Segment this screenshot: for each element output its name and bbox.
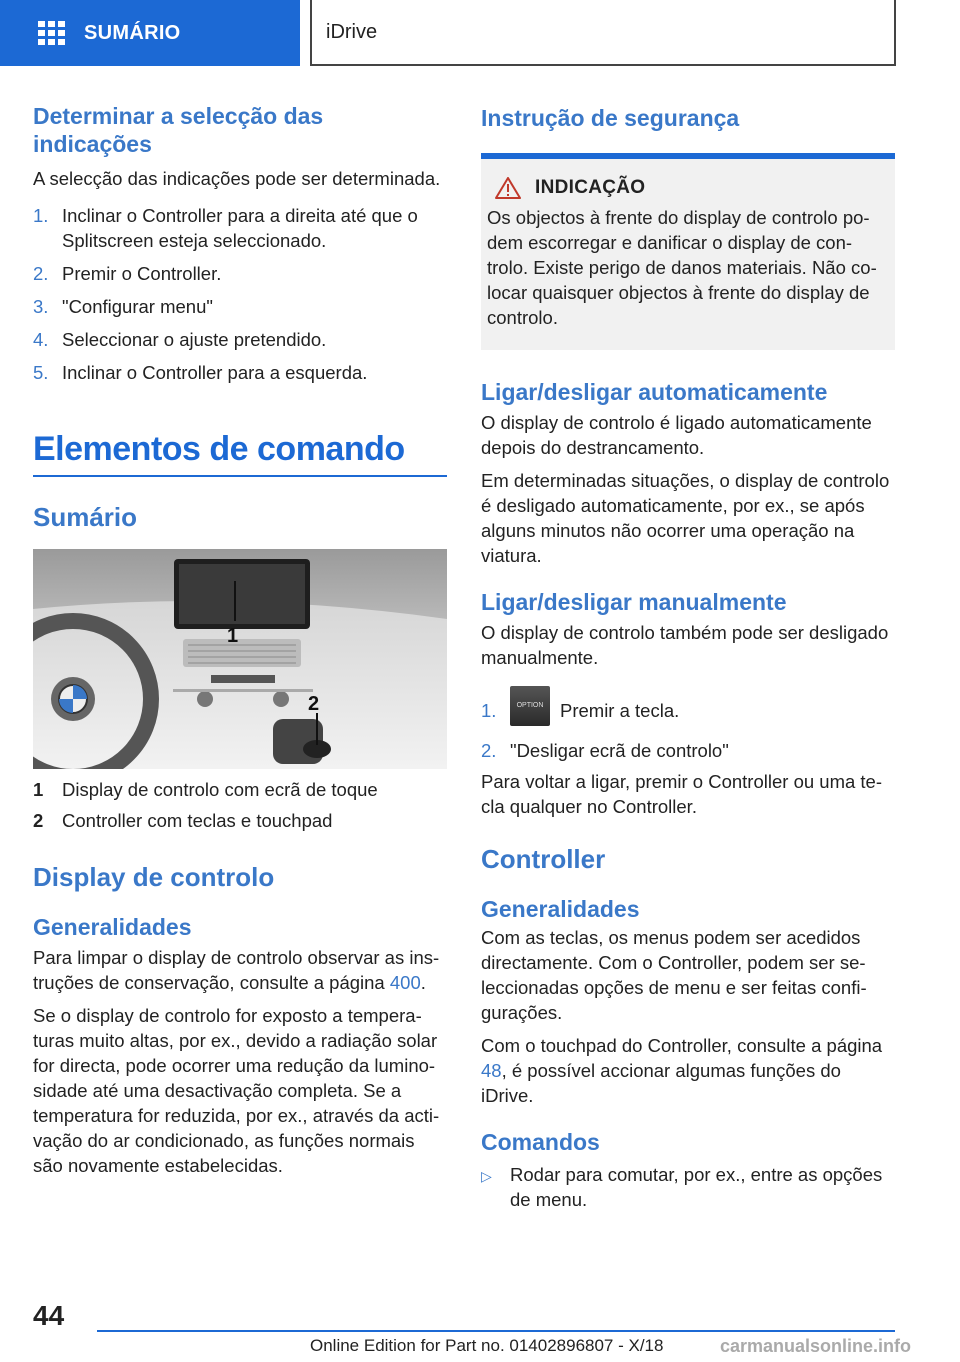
heading-auto: Ligar/desligar automaticamente xyxy=(481,379,828,405)
page-ref-link[interactable]: 48 xyxy=(481,1060,502,1081)
page-number: 44 xyxy=(33,1300,65,1331)
heading-determine: Determinar a selecção das indicações xyxy=(33,103,324,157)
triangle-bullet-icon: ▷ xyxy=(481,1168,492,1184)
paragraph-manual: O display de controlo também pode ser desligado manualmente. xyxy=(481,622,889,668)
footer-rule xyxy=(97,1330,895,1332)
paragraph-temperature: Se o display de controlo for exposto a temperaturas muito altas, por ex., devido a radiação solar for directa, pode ocorrer uma redução da luminosidade até uma desactivação completa. Se a temperatura for reduzida, por ex., através da activação do ar condicionado, as funções normais são novamente estabelecidas. xyxy=(33,1005,440,1176)
paragraph-auto-1: O display de controlo é ligado automaticamente depois do destrancamento. xyxy=(481,412,872,458)
summary-tab[interactable] xyxy=(0,0,300,66)
callout-1: 1 xyxy=(227,625,239,647)
heading-controller: Controller xyxy=(481,844,606,874)
heading-safety: Instrução de segurança xyxy=(481,105,740,131)
list-item: 2 Controller com teclas e touchpad xyxy=(33,810,333,831)
heading-general-right: Generalidades xyxy=(481,896,640,922)
notice-box xyxy=(481,153,895,350)
warning-triangle-icon xyxy=(495,177,521,199)
list-item: ▷ Rodar para comutar, por ex., entre as opções de menu. xyxy=(481,1164,883,1210)
figure-legend xyxy=(33,777,447,833)
heading-commands: Comandos xyxy=(481,1129,600,1155)
paragraph-manual-back: Para voltar a ligar, premir o Controller ou uma tecla qualquer no Controller. xyxy=(481,771,883,817)
cockpit-illustration xyxy=(33,549,447,769)
manual-steps-list xyxy=(481,690,895,763)
watermark: carmanualsonline.info xyxy=(720,1336,912,1356)
list-item: 3. "Configurar menu" xyxy=(33,296,213,317)
right-column xyxy=(481,100,895,1212)
paragraph-clean: Para limpar o display de controlo observar as instruções de conservação, consulte a página 400. xyxy=(33,947,440,993)
option-key-icon: OPTION xyxy=(510,686,550,726)
notice-text: Os objectos à frente do display de controlo podem escorregar e danificar o display de controlo. Existe perigo de danos materiais. Não colocar quaisquer objectos à frente do display de controlo. xyxy=(487,207,877,328)
heading-summary: Sumário xyxy=(33,502,138,532)
heading-general-left: Generalidades xyxy=(33,914,192,940)
grid-menu-icon xyxy=(38,21,66,45)
notice-header xyxy=(495,177,887,199)
page-ref-link[interactable]: 400 xyxy=(389,972,421,993)
list-item: 1. Inclinar o Controller para a direita até que o Splitscreen esteja seleccionado. xyxy=(33,205,418,251)
paragraph-auto-2: Em determinadas situações, o display de controlo é desligado automaticamente, por ex., se após alguns minutos não ocorrer uma operação na viatura. xyxy=(481,470,890,566)
heading-elements: Elementos de comando xyxy=(33,430,405,468)
edition-text: Online Edition for Part no. 01402896807 - X/18 xyxy=(310,1336,664,1355)
steps-list xyxy=(33,203,447,385)
summary-tab-label: SUMÁRIO xyxy=(84,21,181,44)
paragraph-controller-2: Com o touchpad do Controller, consulte a página 48, é possível accionar algumas funções do iDrive. xyxy=(481,1035,883,1106)
commands-list xyxy=(481,1162,895,1212)
list-item: 2. Premir o Controller. xyxy=(33,263,222,284)
heading-display: Display de controlo xyxy=(33,862,275,892)
paragraph-determine: A selecção das indicações pode ser determinada. xyxy=(33,168,441,189)
list-item: 1. OPTION Premir a tecla. xyxy=(481,690,895,730)
chapter-tab[interactable] xyxy=(310,0,896,66)
heading-manual: Ligar/desligar manualmente xyxy=(481,589,787,615)
callout-2: 2 xyxy=(308,693,320,715)
chapter-tab-label: iDrive xyxy=(326,20,378,43)
section-rule xyxy=(33,475,447,477)
list-item: 4. Seleccionar o ajuste pretendido. xyxy=(33,329,327,350)
top-bar xyxy=(0,0,960,66)
list-item: 5. Inclinar o Controller para a esquerda. xyxy=(33,362,368,383)
paragraph-controller-1: Com as teclas, os menus podem ser acedidos directamente. Com o Controller, podem ser seleccionadas opções de menu e ser feitas configurações. xyxy=(481,927,867,1023)
notice-title: INDICAÇÃO xyxy=(535,177,646,198)
left-column xyxy=(33,100,447,1178)
list-item: 1 Display de controlo com ecrã de toque xyxy=(33,779,378,800)
list-item: 2. "Desligar ecrã de controlo" xyxy=(481,740,729,761)
cockpit-figure xyxy=(33,549,447,769)
